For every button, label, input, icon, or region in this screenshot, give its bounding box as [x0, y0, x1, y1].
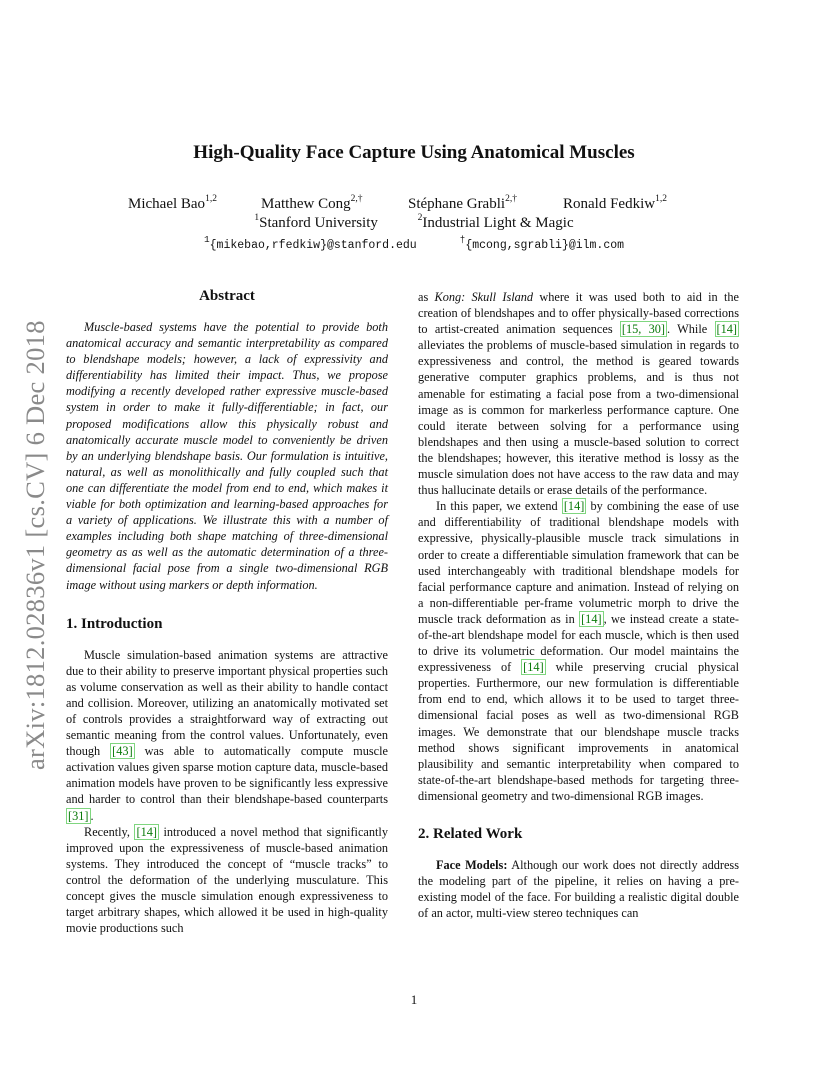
right-column: [418, 289, 739, 921]
author-3: Stéphane Grabli$^{2,\dagger}$: [408, 194, 517, 212]
citation-link[interactable]: [14]: [716, 322, 737, 337]
related-paragraph-1: Face Models: Although our work does not directly address the modeling part of the pipeline, it relies on having a pre-existing model of the face. For building a realistic digital double of an actor, multi-view stereo techniques can: [418, 858, 739, 921]
citation-link[interactable]: [15, 30]: [621, 322, 666, 337]
email-2[interactable]: †{mcong,sgrabli}@ilm.com: [459, 234, 625, 252]
right-paragraph-2: In this paper, we extend [14] by combining the ease of use and differentiability of traditional blendshape models with expressive, physically-plausible muscle track simulations in order to create a differentiable simulation framework that can be used interchangeably with traditional blendshape models for facial performance capture and animation. Instead of relying on a non-differentiable per-frame volumetric morph to drive the muscle track deformation as in [14] , we instead create a state-of-the-art blendshape model for each muscle, which is then used to drive its volumetric deformation. Our model maintains the expressiveness of [14] while preserving crucial physical properties. Furthermore, our new formulation is differentiable from end to end, which allows it to be used to target three-dimensional facial poses as well as two-dimensional RGB images. We demonstrate that our blendshape muscle tracks method shows significant improvements in anatomical plausibility and semantic interpretability when compared to state-of-the-art blendshape-based methods for targeting three-dimensional geometry and two-dimensional RGB images.: [418, 499, 740, 803]
abstract-text: Muscle-based systems have the potential to provide both anatomical accuracy and semantic interpretability as compared to blendshape models; however, a lack of expressivity and differentiability has limited their impact. Thus, we propose modifying a recently developed rather expressive muscle-based system in order to make it fully-differentiable; in fact, our proposed modifications allow this physically robust and anatomically accurate muscle model to conveniently be driven by an underlying blendshape basis. Our formulation is intuitive, natural, as well as monolithically and fully coupled such that one can differentiate the model from end to end, which makes it viable for both optimization and learning-based approaches for a variety of applications. We illustrate this with a number of examples including both shape matching of three-dimensional geometry as as well as the automatic determination of a three-dimensional facial pose from a single two-dimensional RGB image without using markers or depth information.: [66, 320, 388, 592]
email-1[interactable]: $^1${mikebao,rfedkiw}@stanford.edu: [203, 234, 417, 252]
affiliation-2: $^2$Industrial Light & Magic: [417, 213, 574, 231]
citation-link[interactable]: [31]: [68, 808, 89, 823]
citation-link[interactable]: [14]: [523, 660, 544, 675]
section-related-work-heading: 2. Related Work: [418, 826, 523, 842]
left-column: [66, 288, 388, 936]
paragraph-heading: Face Models:: [436, 858, 508, 872]
affiliations: [0, 214, 828, 232]
page-number: 1: [410, 992, 418, 1007]
citation-link[interactable]: [14]: [563, 499, 585, 514]
citation-link[interactable]: [43]: [112, 744, 133, 759]
intro-paragraph-1: Muscle simulation-based animation systems are attractive due to their ability to preserve important physical properties such as volume conservation as well as their ability to handle contact and collision. Moreover, utilizing an anatomically motivated set of controls provides a straightforward way of extracting out semantic meaning from the control values. Unfortunately, even though [43] was able to automatically compute muscle activation values given sparse motion capture data, muscle-based animation models have proven to be significantly less expressive and harder to control than their blendshape-based counterparts [31] .: [66, 647, 388, 823]
author-4: Ronald Fedkiw$^{1,2}$: [563, 194, 667, 212]
paper-title: High-Quality Face Capture Using Anatomical Muscles: [193, 142, 635, 163]
film-title: Kong: Skull Island: [434, 290, 534, 304]
right-paragraph-1: as Kong: Skull Island where it was used both to aid in the creation of blendshapes and to offer physically-based corrections to artist-created animation sequences [15, 30] . While [14] alleviates the problems of muscle-based simulation in regards to expressiveness and control, the method is geared towards generative computer graphics problems, and is thus not amenable for estimating a facial pose from a two-dimensional image as is common for markerless performance capture. One could iterate between solving for a performance using blendshapes and then using a muscle-based solution to correct the blendshapes; however, this iterative method is lossy as the muscle simulation does not have access to the raw data and may thus hallucinate details or erase details of the performance.: [418, 290, 739, 498]
arxiv-stamp: arXiv:1812.02836v1 [cs.CV] 6 Dec 2018: [20, 320, 50, 770]
citation-link[interactable]: [14]: [136, 824, 157, 839]
intro-paragraph-2: Recently, [14] introduced a novel method that significantly improved upon the expressiveness of muscle-based animation systems. They introduced the concept of “muscle tracks” to control the deformation of the underlying musculature. This concept gives the muscle simulation enough expressiveness to target arbitrary shapes, which allowed it be used in high-quality movie productions such: [66, 824, 388, 936]
citation-link[interactable]: [14]: [581, 611, 602, 626]
section-introduction-heading: 1. Introduction: [66, 615, 163, 632]
abstract-heading: Abstract: [199, 288, 255, 304]
emails: [0, 235, 828, 252]
author-2: Matthew Cong$^{2,\dagger}$: [261, 194, 363, 212]
affiliation-1: $^1$Stanford University: [254, 213, 378, 231]
author-1: Michael Bao$^{1,2}$: [128, 194, 217, 212]
author-list: [120, 195, 690, 215]
